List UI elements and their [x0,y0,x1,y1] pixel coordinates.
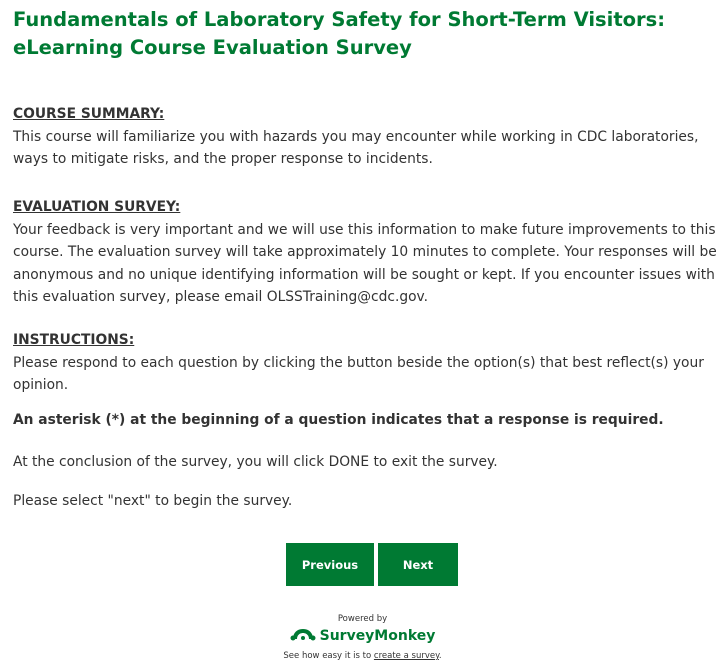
begin-text: Please select "next" to begin the survey. [13,493,293,509]
instructions-section [13,329,718,397]
create-survey-line [0,651,725,661]
course-summary-heading: COURSE SUMMARY: [13,106,165,122]
course-summary-section [13,103,718,171]
previous-button[interactable]: Previous [286,543,374,586]
powered-by-text: Powered by [337,614,388,624]
create-survey-link[interactable]: create a survey [373,651,439,661]
surveymonkey-brand-text: SurveyMonkey [319,628,436,644]
see-suffix-text: . [438,651,442,661]
evaluation-survey-heading: EVALUATION SURVEY: [13,199,181,215]
asterisk-note: An asterisk (*) at the beginning of a question indicates that a response is required. [13,412,664,428]
survey-title: Fundamentals of Laboratory Safety for Short-Term Visitors: eLearning Course Evaluation Survey [13,8,666,59]
instructions-text: Please respond to each question by clicking the button beside the option(s) that best reflect(s) your opinion. [13,354,704,393]
conclusion-text: At the conclusion of the survey, you will click DONE to exit the survey. [13,454,498,470]
evaluation-survey-section [13,196,718,309]
evaluation-survey-text: Your feedback is very important and we will use this information to make future improvements to this course. The evaluation survey will take approximately 10 minutes to complete. Your responses will be anonymous and no unique identifying information will be sought or kept. If you encounter issues with this evaluation survey, please email OLSSTraining@cdc.gov. [13,221,717,305]
surveymonkey-logo-icon [290,626,316,646]
surveymonkey-logo[interactable] [0,626,725,646]
see-prefix-text: See how easy it is to [283,651,374,661]
instructions-heading: INSTRUCTIONS: [13,332,135,348]
next-button[interactable]: Next [378,543,458,586]
course-summary-text: This course will familiarize you with hazards you may encounter while working in CDC laboratories, ways to mitigate risks, and the proper response to incidents. [13,128,699,167]
